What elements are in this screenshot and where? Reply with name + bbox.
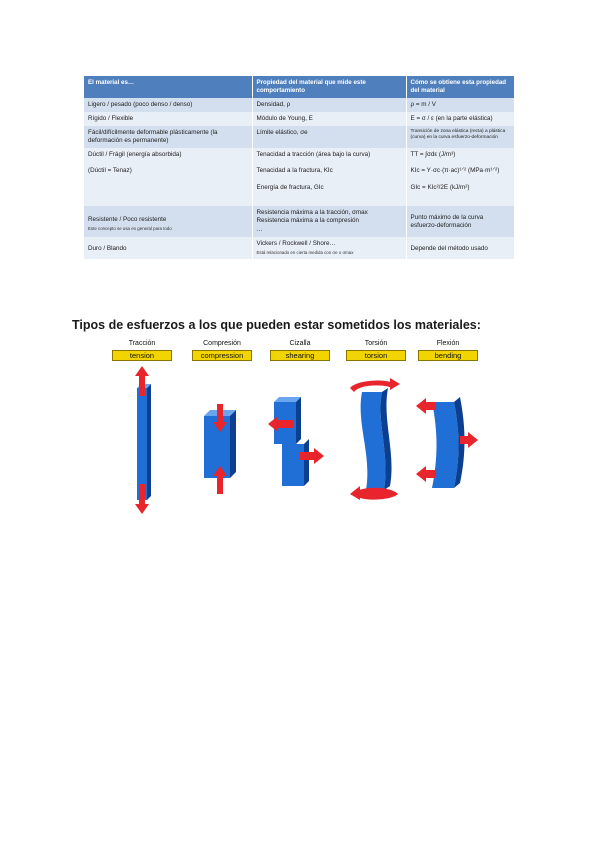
header-property: Propiedad del material que mide este comportamiento (252, 76, 406, 98)
torsion-diagram (342, 362, 410, 514)
cell-method (406, 148, 514, 206)
stress-label-en: compression (192, 350, 252, 361)
stress-tension (108, 338, 176, 516)
cell-note: Está relacionado en cierta medida con σe o σmax (256, 249, 354, 255)
stress-label-en: torsion (346, 350, 406, 361)
cell-method: Punto máximo de la curva esfuerzo-deformación (406, 206, 514, 237)
stress-types-figure (108, 338, 488, 516)
bending-diagram (414, 362, 482, 514)
stress-label-es: Compresión (203, 340, 241, 347)
properties-table (84, 76, 515, 259)
cell-property: Densidad, ρ (252, 98, 406, 112)
cell-property-line: Resistencia máxima a la tracción, σmax (256, 209, 368, 217)
cell-method: Transición de zona elástica (recta) a plástica (curva) en la curva esfuerzo-deformación (406, 126, 514, 148)
cell-method: Depende del método usado (406, 237, 514, 259)
cell-property (252, 206, 406, 237)
stress-label-es: Tracción (128, 340, 156, 347)
header-method: Cómo se obtiene esta propiedad del material (406, 76, 514, 98)
cell-material-line: (Dúctil = Tenaz) (88, 167, 132, 175)
stress-label-en: bending (418, 350, 478, 361)
cell-property-line: Energía de fractura, GIc (256, 183, 324, 191)
table-row (84, 206, 514, 237)
stress-label-en: tension (112, 350, 172, 361)
cell-material-line: Resistente / Poco resistente (88, 216, 167, 224)
properties-table-container (84, 76, 514, 259)
stress-label-es: Flexión (436, 340, 460, 347)
cell-material-line: Dúctil / Frágil (energía absorbida) (88, 151, 182, 159)
cell-note: Este concepto se usa en general para todo (88, 226, 172, 232)
cell-method: ρ = m / V (406, 98, 514, 112)
table-row (84, 98, 514, 112)
cell-material: Duro / Blando (84, 237, 252, 259)
cell-method: E = σ / ε (en la parte elástica) (406, 112, 514, 126)
cell-material (84, 206, 252, 237)
stress-label-es: Torsión (364, 340, 388, 347)
cell-property-line: … (256, 225, 263, 233)
stress-shearing (266, 338, 334, 516)
cell-property (252, 148, 406, 206)
shearing-diagram (266, 362, 334, 514)
cell-material: Ligero / pesado (poco denso / denso) (84, 98, 252, 112)
cell-property-line: Tenacidad a tracción (área bajo la curva) (256, 151, 371, 159)
stress-compression (188, 338, 256, 516)
header-material: El material es… (84, 76, 252, 98)
stress-torsion (342, 338, 410, 516)
cell-property: Límite elástico, σe (252, 126, 406, 148)
cell-material: Fácil/difícilmente deformable plásticamente (la deformación es permanente) (84, 126, 252, 148)
compression-diagram (188, 362, 256, 514)
stress-label-es: Cizalla (289, 340, 311, 347)
table-header-row (84, 76, 514, 98)
cell-property: Módulo de Young, E (252, 112, 406, 126)
cell-material (84, 148, 252, 206)
tension-diagram (108, 362, 176, 514)
stress-label-en: shearing (270, 350, 330, 361)
cell-method-line: KIc = Y·σc·(π·ac)¹ᐟ² (MPa·m¹ᐟ²) (410, 167, 500, 175)
cell-property-line: Vickers / Rockwell / Shore… (256, 239, 336, 247)
table-row (84, 148, 514, 206)
cell-method-line: GIc = KIc²/2E (kJ/m²) (410, 183, 470, 191)
section-heading: Tipos de esfuerzos a los que pueden estar sometidos los materiales: (72, 318, 481, 332)
cell-property (252, 237, 406, 259)
stress-bending (414, 338, 482, 516)
cell-material: Rígido / Flexible (84, 112, 252, 126)
table-row (84, 126, 514, 148)
cell-property-line: Tenacidad a la fractura, KIc (256, 167, 333, 175)
cell-method-line: TT = ∫σdε (J/m³) (410, 151, 456, 159)
cell-property-line: Resistencia máxima a la compresión (256, 217, 360, 225)
table-row (84, 112, 514, 126)
table-row (84, 237, 514, 259)
